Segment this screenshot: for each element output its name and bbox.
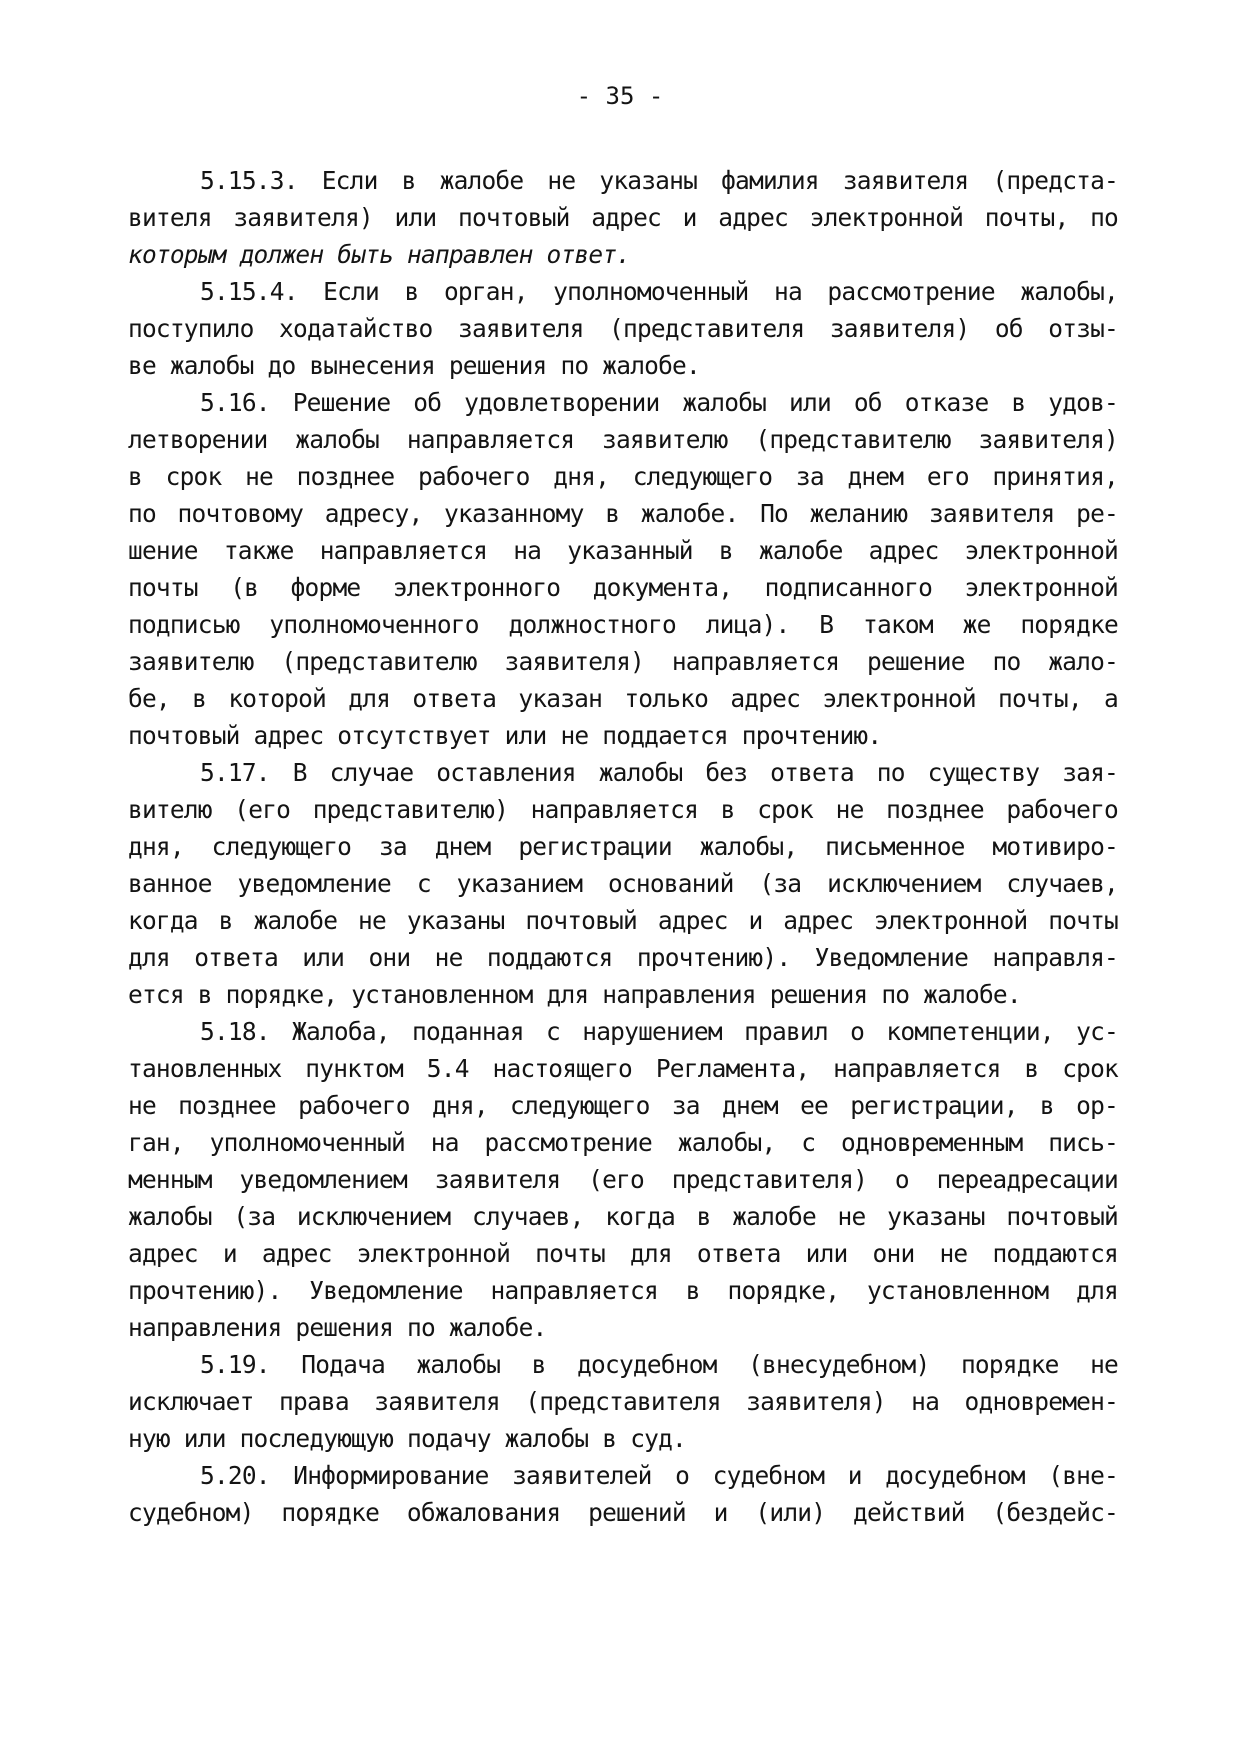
text-line: вителя заявителя) или почтовый адрес и адрес электронной почты, по bbox=[128, 203, 1118, 232]
text-line: направления решения по жалобе. bbox=[128, 1313, 547, 1342]
text-line: вителю (его представителю) направляется в срок не позднее рабочего bbox=[128, 795, 1118, 824]
text-line: почты (в форме электронного документа, подписанного электронной bbox=[128, 573, 1118, 602]
text-line: ется в порядке, установленном для направления решения по жалобе. bbox=[128, 980, 1021, 1009]
text-line: 5.19. Подача жалобы в досудебном (внесудебном) порядке не bbox=[200, 1350, 1118, 1379]
text-line: 5.15.4. Если в орган, уполномоченный на рассмотрение жалобы, bbox=[200, 277, 1118, 306]
text-line: для ответа или они не поддаются прочтению). Уведомление направля- bbox=[128, 943, 1118, 972]
text-line: 5.17. В случае оставления жалобы без ответа по существу зая- bbox=[200, 758, 1118, 787]
text-line: ванное уведомление с указанием оснований (за исключением случаев, bbox=[128, 869, 1118, 898]
text-line: дня, следующего за днем регистрации жалобы, письменное мотивиро- bbox=[128, 832, 1118, 861]
text-line: заявителю (представителю заявителя) направляется решение по жало- bbox=[128, 647, 1118, 676]
text-line: прочтению). Уведомление направляется в порядке, установленном для bbox=[128, 1276, 1118, 1305]
text-line: адрес и адрес электронной почты для ответа или они не поддаются bbox=[128, 1239, 1118, 1268]
text-line: шение также направляется на указанный в жалобе адрес электронной bbox=[128, 536, 1118, 565]
page-number: - 35 - bbox=[576, 82, 664, 110]
text-line: 5.18. Жалоба, поданная с нарушением правил о компетенции, ус- bbox=[200, 1017, 1118, 1046]
text-line: бе, в которой для ответа указан только адрес электронной почты, а bbox=[128, 684, 1118, 713]
text-line: ве жалобы до вынесения решения по жалобе. bbox=[128, 351, 700, 380]
text-line: ган, уполномоченный на рассмотрение жалобы, с одновременным пись- bbox=[128, 1128, 1118, 1157]
text-line: в срок не позднее рабочего дня, следующего за днем его принятия, bbox=[128, 462, 1118, 491]
text-line: подписью уполномоченного должностного лица). В таком же порядке bbox=[128, 610, 1118, 639]
text-line: почтовый адрес отсутствует или не поддается прочтению. bbox=[128, 721, 882, 750]
document-body bbox=[128, 162, 1118, 1531]
text-line: когда в жалобе не указаны почтовый адрес и адрес электронной почты bbox=[128, 906, 1118, 935]
text-line: жалобы (за исключением случаев, когда в жалобе не указаны почтовый bbox=[128, 1202, 1118, 1231]
text-line: летворении жалобы направляется заявителю (представителю заявителя) bbox=[128, 425, 1118, 454]
text-line: 5.20. Информирование заявителей о судебном и досудебном (вне- bbox=[200, 1461, 1118, 1490]
text-line: ную или последующую подачу жалобы в суд. bbox=[128, 1424, 687, 1453]
text-line: 5.16. Решение об удовлетворении жалобы или об отказе в удов- bbox=[200, 388, 1118, 417]
text-line: менным уведомлением заявителя (его представителя) о переадресации bbox=[128, 1165, 1118, 1194]
text-line: поступило ходатайство заявителя (представителя заявителя) об отзы- bbox=[128, 314, 1118, 343]
text-line: 5.15.3. Если в жалобе не указаны фамилия заявителя (предста- bbox=[200, 166, 1118, 195]
text-line: не позднее рабочего дня, следующего за днем ее регистрации, в ор- bbox=[128, 1091, 1118, 1120]
text-line: исключает права заявителя (представителя заявителя) на одновремен- bbox=[128, 1387, 1118, 1416]
text-line: тановленных пунктом 5.4 настоящего Регламента, направляется в срок bbox=[128, 1054, 1118, 1083]
text-line: по почтовому адресу, указанному в жалобе. По желанию заявителя ре- bbox=[128, 499, 1118, 528]
text-line: которым должен быть направлен ответ. bbox=[128, 240, 631, 269]
text-line: судебном) порядке обжалования решений и (или) действий (бездейс- bbox=[128, 1498, 1118, 1527]
